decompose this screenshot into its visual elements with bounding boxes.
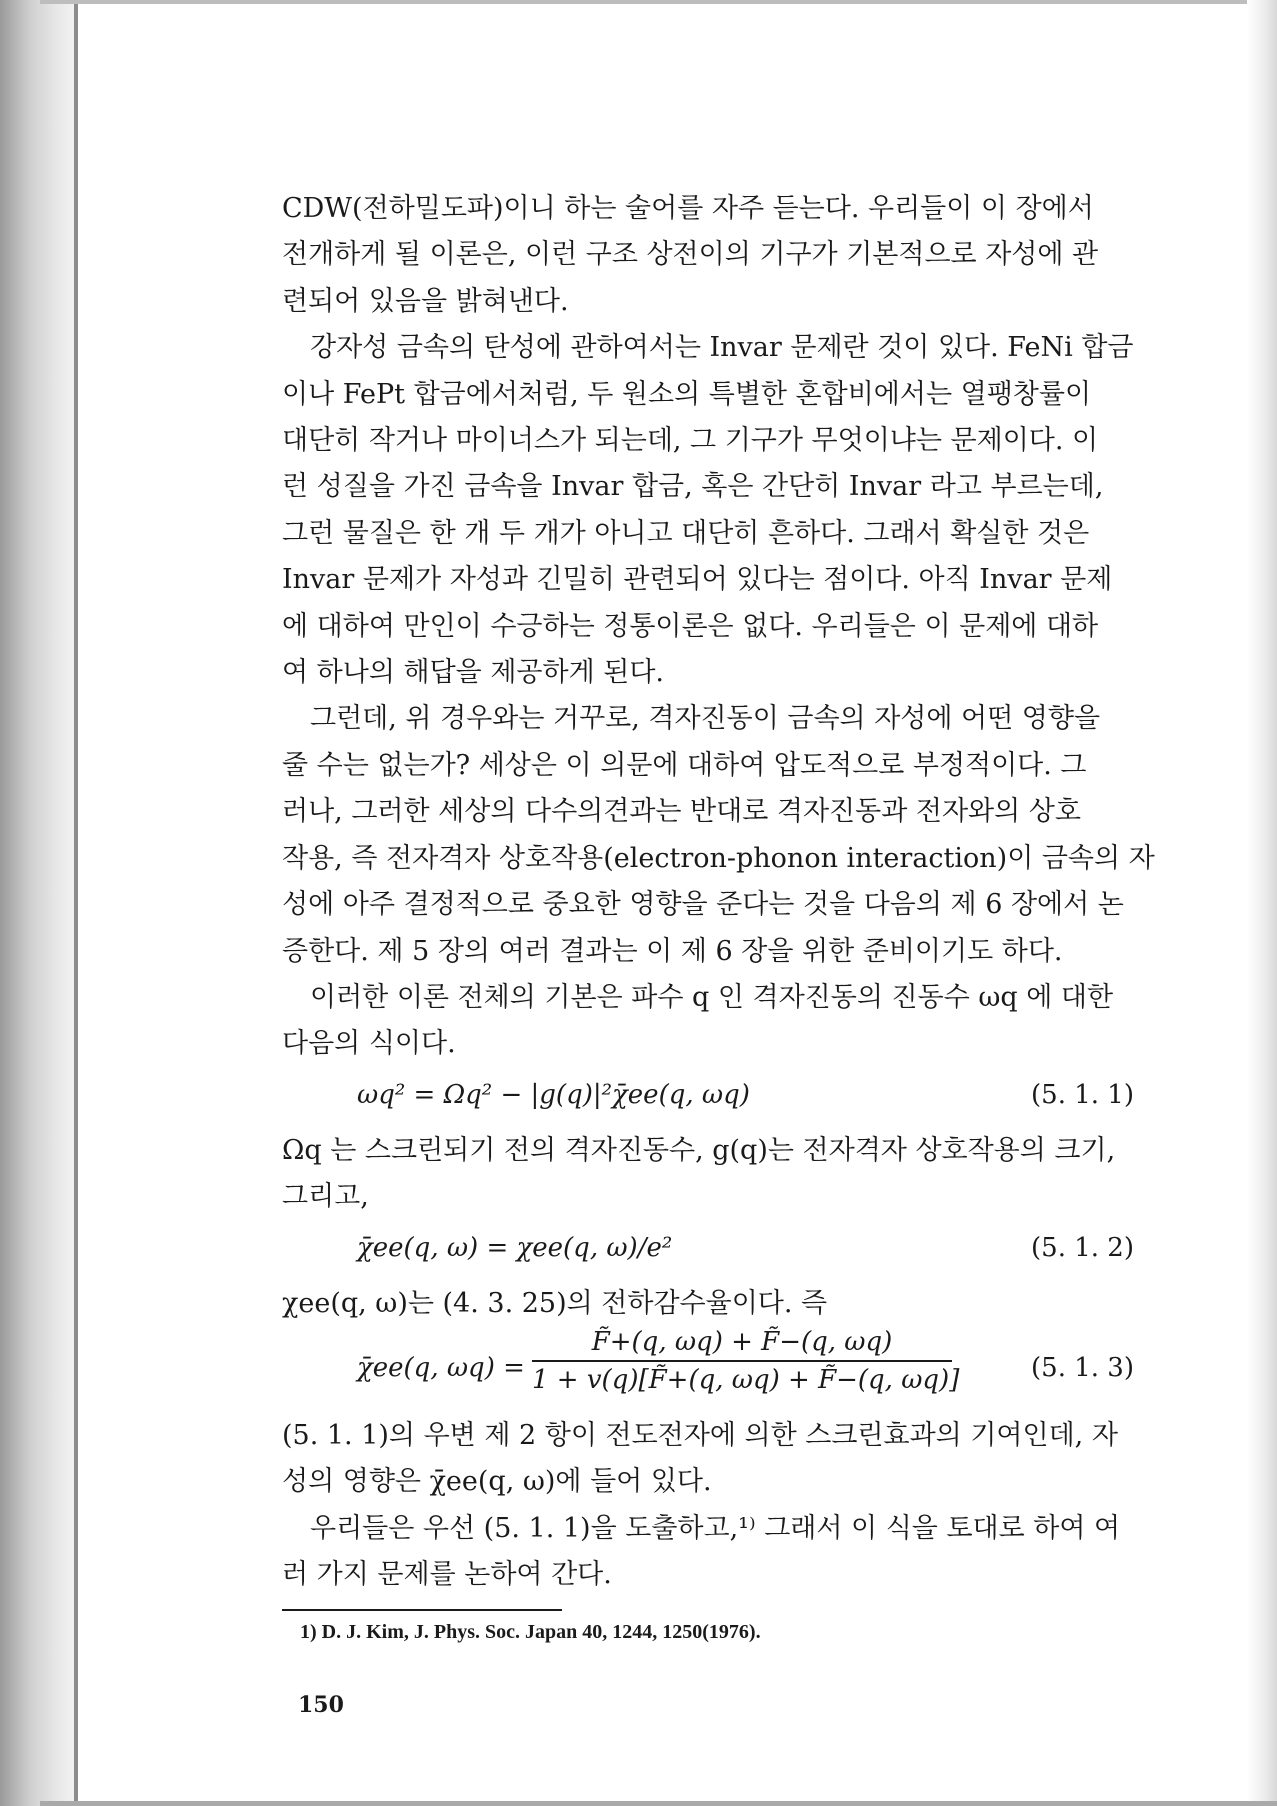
equation-number: (5. 1. 3): [1031, 1352, 1134, 1383]
equation-5-1-3: [282, 1327, 1162, 1413]
text-line: 줄 수는 없는가? 세상은 이 의문에 대하여 압도적으로 부정적이다. 그: [282, 749, 1087, 781]
equation-fraction: [532, 1326, 960, 1395]
equation-lhs: χ̄ee(q, ωq) =: [357, 1352, 525, 1383]
book-spine-edge: [0, 0, 78, 1806]
paragraph-4: [282, 975, 1162, 1068]
equation-expression: ωq² = Ωq² − |g(q)|²χ̄ee(q, ωq): [357, 1079, 750, 1110]
text-line: Ωq 는 스크린되기 전의 격자진동수, g(q)는 전자격자 상호작용의 크기,: [282, 1134, 1116, 1166]
text-line: 이러한 이론 전체의 기본은 파수 q 인 격자진동의 진동수 ωq 에 대한: [310, 981, 1114, 1013]
text-line: 성의 영향은 χ̄ee(q, ω)에 들어 있다.: [282, 1466, 712, 1498]
text-line: Invar 문제가 자성과 긴밀히 관련되어 있다는 점이다. 아직 Invar 문제: [282, 564, 1113, 596]
text-line: 증한다. 제 5 장의 여러 결과는 이 제 6 장을 위한 준비이기도 하다.: [282, 935, 1063, 967]
equation-expression: χ̄ee(q, ω) = χee(q, ω)/e²: [357, 1232, 673, 1263]
text-line: CDW(전하밀도파)이니 하는 술어를 자주 듣는다. 우리들이 이 장에서: [282, 193, 1094, 224]
paragraph-after-eq2: [282, 1281, 1162, 1327]
text-line: 작용, 즉 전자격자 상호작용(electron-phonon interaction)이 금속의 자: [282, 842, 1155, 874]
text-line: 여 하나의 해답을 제공하게 된다.: [282, 657, 664, 689]
paragraph-3: [282, 696, 1162, 974]
footnote-rule: [282, 1609, 562, 1611]
text-line: 련되어 있음을 밝혀낸다.: [282, 285, 569, 317]
text-line: 전개하게 될 이론은, 이런 구조 상전이의 기구가 기본적으로 자성에 관: [282, 239, 1099, 271]
page-content: [282, 186, 1162, 1718]
text-line: 다음의 식이다.: [282, 1028, 456, 1060]
text-line: 러 가지 문제를 논하여 간다.: [282, 1559, 612, 1591]
fraction-denominator: 1 + v(q)[F̃+(q, ωq) + F̃−(q, ωq)]: [532, 1364, 960, 1395]
text-line: 러나, 그러한 세상의 다수의견과는 반대로 격자진동과 전자와의 상호: [282, 796, 1081, 828]
text-line: 이나 FePt 합금에서처럼, 두 원소의 특별한 혼합비에서는 열팽창률이: [282, 378, 1092, 410]
page-top-edge: [40, 0, 1277, 4]
paragraph-1: [282, 186, 1162, 325]
text-line: 에 대하여 만인이 수긍하는 정통이론은 없다. 우리들은 이 문제에 대하: [282, 610, 1099, 642]
text-line: 그런 물질은 한 개 두 개가 아니고 대단히 흔하다. 그래서 확실한 것은: [282, 517, 1090, 549]
equation-5-1-2: [282, 1221, 1162, 1281]
text-line: 우리들은 우선 (5. 1. 1)을 도출하고,¹⁾ 그래서 이 식을 토대로 하여 여: [310, 1512, 1121, 1544]
paragraph-closing: [282, 1506, 1162, 1599]
text-line: χee(q, ω)는 (4. 3. 25)의 전하감수율이다. 즉: [282, 1287, 828, 1319]
equation-number: (5. 1. 1): [1031, 1079, 1134, 1110]
text-line: 강자성 금속의 탄성에 관하여서는 Invar 문제란 것이 있다. FeNi 합금: [310, 332, 1134, 364]
fraction-numerator: F̃+(q, ωq) + F̃−(q, ωq): [591, 1326, 893, 1357]
text-line: 대단히 작거나 마이너스가 되는데, 그 기구가 무엇이냐는 문제이다. 이: [282, 425, 1099, 457]
paragraph-after-eq3: [282, 1413, 1162, 1506]
page-number: 150: [298, 1691, 344, 1718]
text-line: 그런데, 위 경우와는 거꾸로, 격자진동이 금속의 자성에 어떤 영향을: [310, 703, 1101, 735]
page-bottom-edge: [40, 1801, 1277, 1806]
equation-5-1-1: [282, 1068, 1162, 1128]
text-line: (5. 1. 1)의 우변 제 2 항이 전도전자에 의한 스크린효과의 기여인데, 자: [282, 1419, 1118, 1451]
text-line: 성에 아주 결정적으로 중요한 영향을 준다는 것을 다음의 제 6 장에서 논: [282, 889, 1124, 921]
paragraph-2: [282, 325, 1162, 696]
text-line: 런 성질을 가진 금속을 Invar 합금, 혹은 간단히 Invar 라고 부르는데,: [282, 471, 1104, 503]
text-line: 그리고,: [282, 1181, 369, 1213]
equation-number: (5. 1. 2): [1031, 1232, 1134, 1263]
page-right-edge: [1247, 0, 1277, 1806]
footnote: 1) D. J. Kim, J. Phys. Soc. Japan 40, 1244, 1250(1976).: [300, 1620, 761, 1643]
paragraph-after-eq1: [282, 1128, 1162, 1221]
